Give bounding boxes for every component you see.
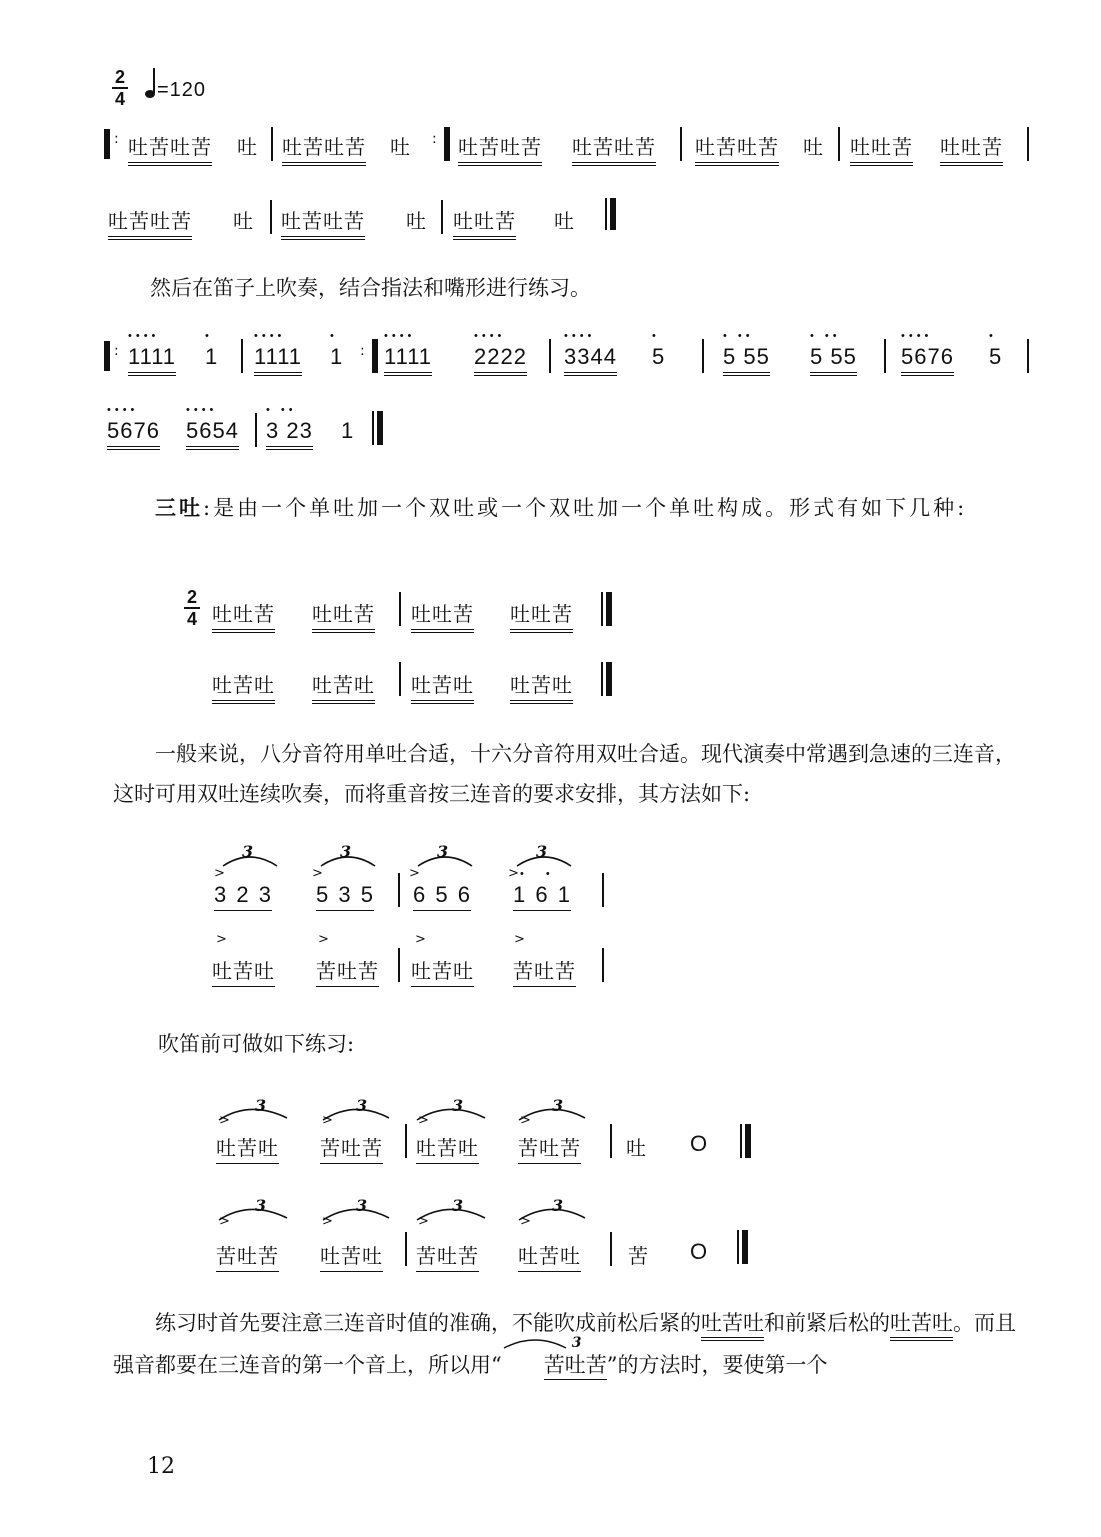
accent-mark: > xyxy=(415,932,426,947)
syllable-group: 吐苦吐 xyxy=(216,1132,279,1164)
repeat-dots: : xyxy=(114,343,119,359)
syllable-group: 吐苦吐 xyxy=(416,1132,479,1164)
barline xyxy=(398,948,400,982)
syllable-group: 吐苦吐苦 xyxy=(458,131,542,166)
syllable-group: 吐吐苦 xyxy=(850,131,913,166)
barline xyxy=(884,339,886,373)
octave-dots: • xyxy=(989,330,997,342)
syllable-group: 苦吐苦 xyxy=(513,955,576,987)
instruction-paragraph: 然后在笛子上吹奏，结合指法和嘴形进行练习。 xyxy=(150,276,591,300)
repeat-dots: : xyxy=(360,343,365,359)
triplet-number: 3 xyxy=(340,842,352,861)
note-group: •••• 5676 xyxy=(107,418,160,450)
octave-dots: •••• xyxy=(186,404,218,416)
final-barline-thin xyxy=(737,1230,739,1264)
final-barline-thick xyxy=(606,662,612,696)
accent-mark: > xyxy=(418,1113,429,1128)
octave-dots: • xyxy=(652,330,660,342)
time-signature xyxy=(112,68,128,108)
example-triplet: 3 苦吐苦 xyxy=(502,1344,607,1386)
syllable-group: 苦吐苦 xyxy=(518,1132,581,1164)
barline xyxy=(1027,339,1029,373)
accent-mark: > xyxy=(219,1113,230,1128)
syllable-group: 吐 xyxy=(237,135,258,159)
barline xyxy=(399,662,401,696)
barline xyxy=(702,339,704,373)
barline xyxy=(271,127,273,161)
syllable-group: 吐吐苦 xyxy=(940,131,1003,166)
syllable-group: 吐吐苦 xyxy=(510,598,573,633)
barline xyxy=(602,948,604,982)
time-signature-denominator: 4 xyxy=(186,609,197,629)
triplet-number: 3 xyxy=(571,1335,582,1351)
accent-mark: > xyxy=(322,1113,333,1128)
triplet-number: 3 xyxy=(552,1196,564,1215)
final-barline-thin xyxy=(601,662,603,696)
barline xyxy=(255,413,257,447)
triplet-number: 3 xyxy=(437,842,449,861)
syllable-group: 苦吐苦 xyxy=(320,1132,383,1164)
syllable-group: 吐苦吐苦 xyxy=(695,131,779,166)
syllable-group: 吐 xyxy=(390,135,411,159)
octave-dots: •••• xyxy=(254,330,286,342)
note: • 5 xyxy=(989,330,1003,369)
explanation-paragraph: 一般来说，八分音符用单吐合适，十六分音符用双吐合适。现代演奏中常遇到急速的三连音，这时可用双吐连续吹奏，而将重音按三连音的要求安排，其方法如下: xyxy=(113,742,1016,806)
time-signature xyxy=(184,588,200,628)
example-syllables: 吐苦吐 xyxy=(890,1311,953,1341)
octave-dots: • •• xyxy=(810,330,841,342)
final-barline-thin xyxy=(601,592,603,626)
note-group: • •• 3 23 xyxy=(266,418,313,450)
triplet-notes: 6 5 6 xyxy=(413,882,471,911)
repeat-start-barline xyxy=(104,129,110,159)
syllable: 苦 xyxy=(628,1244,649,1268)
triplet-number: 3 xyxy=(536,842,548,861)
tempo-marking: =120 xyxy=(157,79,207,101)
syllable-group: 吐 xyxy=(803,135,824,159)
barline xyxy=(270,200,272,234)
triplet-notes: 5 3 5 xyxy=(316,882,374,911)
barline xyxy=(1027,127,1029,161)
barline xyxy=(405,1232,407,1266)
accent-mark: > xyxy=(312,866,323,881)
syllable-group: 吐苦吐 xyxy=(518,1240,581,1272)
syllable-group: 吐 xyxy=(406,209,427,233)
repeat-barline xyxy=(444,127,450,161)
octave-dots: • •• xyxy=(723,330,754,342)
syllable-group: 吐苦吐 xyxy=(411,955,474,987)
final-barline-thick xyxy=(377,411,383,445)
octave-dots: •••• xyxy=(474,330,506,342)
barline xyxy=(398,873,400,907)
accent-mark: > xyxy=(216,932,227,947)
final-barline-thick xyxy=(745,1124,751,1158)
note: 1 xyxy=(341,418,355,443)
syllable-group: 吐苦吐苦 xyxy=(572,131,656,166)
note-group: •••• 1111 xyxy=(128,344,176,376)
final-barline-thick xyxy=(610,198,616,230)
syllable-group: 吐吐苦 xyxy=(312,598,375,633)
triplet-number: 3 xyxy=(356,1096,368,1115)
syllable-group: 吐 xyxy=(554,209,575,233)
example-syllables: 吐苦吐 xyxy=(701,1311,764,1341)
syllable-group: 吐苦吐 xyxy=(320,1240,383,1272)
syllable-group: 吐苦吐苦 xyxy=(128,131,212,166)
triplet-number: 3 xyxy=(452,1196,464,1215)
final-barline-thin xyxy=(605,198,607,230)
final-barline-thin xyxy=(740,1124,742,1158)
barline xyxy=(405,1124,407,1158)
syllable-group: 吐苦吐苦 xyxy=(282,131,366,166)
syllable-group: 吐苦吐 xyxy=(510,669,573,704)
syllable-group: 吐苦吐 xyxy=(212,669,275,704)
barline xyxy=(602,873,604,907)
note-group: •••• 2222 xyxy=(474,344,527,376)
octave-dots: •••• xyxy=(128,330,160,342)
accent-mark: > xyxy=(514,932,525,947)
time-signature-denominator: 4 xyxy=(114,89,125,109)
accent-mark: > xyxy=(219,1214,230,1229)
time-signature-numerator: 2 xyxy=(114,67,125,87)
repeat-dots: : xyxy=(114,131,119,147)
definition-text: :是由一个单吐加一个双吐或一个双吐加一个单吐构成。形式有如下几种: xyxy=(203,496,968,520)
page-number: 12 xyxy=(147,1454,175,1479)
syllable-group: 苦吐苦 xyxy=(216,1240,279,1272)
closing-paragraph: 练习时首先要注意三连音时值的准确，不能吹成前松后紧的吐苦吐和前紧后松的吐苦吐。而且强音都要在三连音的第一个音上，所以用“ 3 苦吐苦”的方法时，要使第一个 xyxy=(113,1302,1033,1386)
final-barline-thick xyxy=(606,592,612,626)
syllable-group: 吐苦吐苦 xyxy=(281,205,365,240)
triplet-number: 3 xyxy=(356,1196,368,1215)
practice-intro: 吹笛前可做如下练习: xyxy=(158,1032,355,1056)
octave-dots: •••• xyxy=(901,330,933,342)
final-barline-thick xyxy=(742,1230,748,1264)
repeat-dots: : xyxy=(432,131,437,147)
barline xyxy=(838,127,840,161)
syllable-group: 苦吐苦 xyxy=(316,955,379,987)
triplet-number: 3 xyxy=(452,1096,464,1115)
quarter-note-icon xyxy=(143,66,157,100)
time-signature-numerator: 2 xyxy=(186,587,197,607)
triplet-notes: 3 2 3 xyxy=(214,882,272,911)
note: • 5 xyxy=(652,330,666,369)
note-group: •••• 1111 xyxy=(254,344,302,376)
barline xyxy=(610,1232,612,1266)
accent-mark: > xyxy=(520,1113,531,1128)
syllable-group: 吐苦吐苦 xyxy=(108,205,192,240)
accent-mark: > xyxy=(409,866,420,881)
octave-dots: • xyxy=(205,330,213,342)
note: • 1 xyxy=(205,330,219,369)
octave-dots: • xyxy=(330,330,338,342)
syllable-group: 吐吐苦 xyxy=(411,598,474,633)
triplet-notes: •• 1 6 1 xyxy=(513,882,571,911)
syllable-group: 苦吐苦 xyxy=(416,1240,479,1272)
syllable-group: 吐吐苦 xyxy=(453,205,516,240)
triplet-number: 3 xyxy=(552,1096,564,1115)
rest-note: O xyxy=(690,1239,709,1264)
octave-dots: •••• xyxy=(107,404,139,416)
note-group: • •• 5 55 xyxy=(723,344,770,376)
barline xyxy=(241,339,243,373)
definition-paragraph xyxy=(113,488,1033,528)
final-barline-thin xyxy=(372,411,374,445)
syllable-group: 吐苦吐 xyxy=(411,669,474,704)
accent-mark: > xyxy=(418,1214,429,1229)
octave-dots: • •• xyxy=(266,404,297,416)
syllable-group: 吐苦吐 xyxy=(212,955,275,987)
octave-dots: •••• xyxy=(564,330,596,342)
rest-note: O xyxy=(690,1131,709,1156)
note-group: •••• 5654 xyxy=(186,418,239,450)
triplet-number: 3 xyxy=(242,842,254,861)
octave-dots: •• xyxy=(520,868,572,880)
note-group: • •• 5 55 xyxy=(810,344,857,376)
triplet-number: 3 xyxy=(255,1196,267,1215)
barline xyxy=(549,339,551,373)
octave-dots: •••• xyxy=(384,330,416,342)
note: • 1 xyxy=(330,330,344,369)
barline xyxy=(680,127,682,161)
term-bold: 三吐 xyxy=(155,495,203,520)
syllable: 吐 xyxy=(626,1136,647,1160)
barline xyxy=(441,200,443,234)
accent-mark: > xyxy=(322,1214,333,1229)
accent-mark: > xyxy=(318,932,329,947)
accent-mark: > xyxy=(520,1214,531,1229)
accent-mark: > xyxy=(508,866,519,881)
repeat-start-barline xyxy=(104,341,110,371)
note-group: •••• 5676 xyxy=(901,344,954,376)
syllable-group: 吐吐苦 xyxy=(212,598,275,633)
accent-mark: > xyxy=(214,866,225,881)
syllable-group: 吐 xyxy=(233,209,254,233)
note-group: •••• 1111 xyxy=(384,344,432,376)
barline xyxy=(610,1124,612,1158)
repeat-barline xyxy=(372,339,378,373)
triplet-number: 3 xyxy=(255,1096,267,1115)
syllable-group: 吐苦吐 xyxy=(312,669,375,704)
barline xyxy=(399,592,401,626)
note-group: •••• 3344 xyxy=(564,344,617,376)
